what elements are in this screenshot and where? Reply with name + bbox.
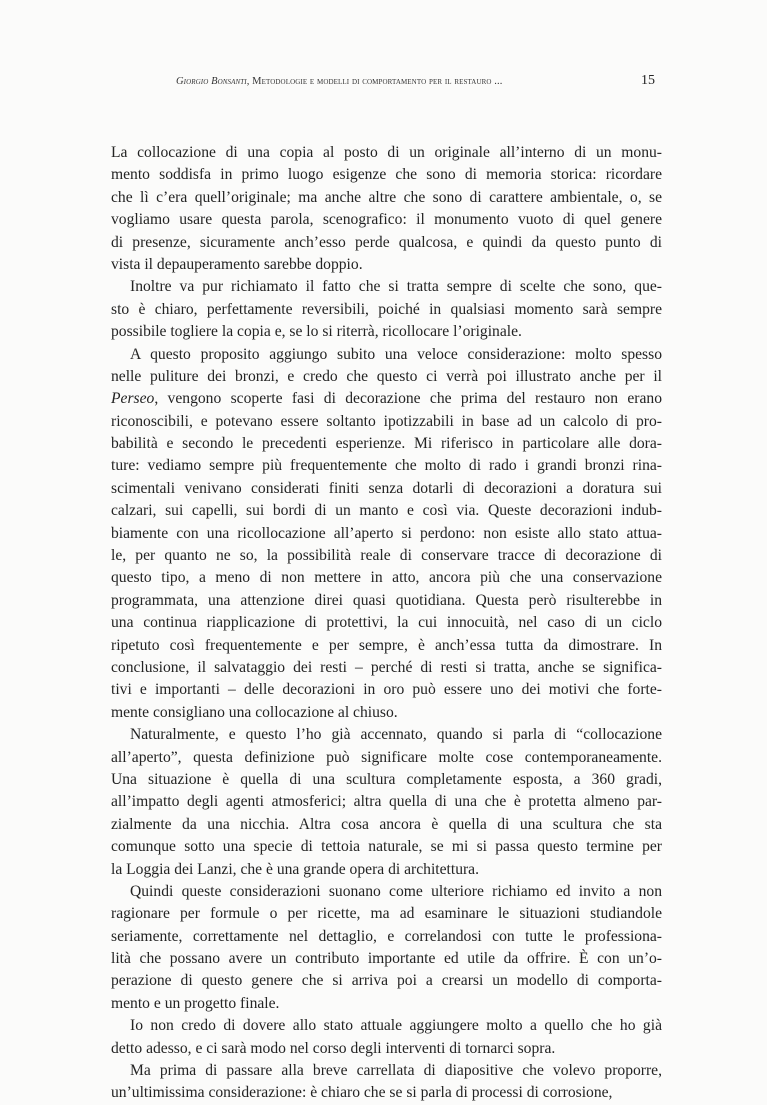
text-line: ragionare per formule o per ricette, ma ad esaminare le situazioni studiandole bbox=[111, 905, 662, 923]
text-line: biamente con una ricollocazione all’aperto si perdono: non esiste allo stato attua- bbox=[111, 524, 662, 542]
text-line: mento soddisfa in primo luogo esigenze che sono di memoria storica: ricordare bbox=[111, 166, 662, 184]
header-author: Giorgio Bonsanti, bbox=[176, 76, 250, 87]
text-line: Naturalmente, e questo l’ho già accennato, quando si parla di “collocazione bbox=[130, 726, 662, 744]
paragraph bbox=[111, 724, 662, 881]
paragraph bbox=[111, 142, 662, 276]
text-line: di presenze, sicuramente anch’esso perde qualcosa, e quindi da questo punto di bbox=[111, 233, 662, 251]
text-line: Io non credo di dovere allo stato attuale aggiungere molto a quello che ho già bbox=[130, 1017, 662, 1035]
body-text bbox=[111, 142, 662, 1105]
text-line: ture: vediamo sempre più frequentemente che molto di rado i grandi bronzi rina- bbox=[111, 457, 662, 475]
text-line: Perseo, vengono scoperte fasi di decorazione che prima del restauro non erano bbox=[111, 390, 662, 408]
text-line: seriamente, correttamente nel dettaglio, e correlandosi con tutte le professiona- bbox=[111, 927, 662, 945]
text-line: le, per quanto ne so, la possibilità reale di conservare tracce di decorazione di bbox=[111, 547, 662, 565]
text-line: vogliamo usare questa parola, scenografico: il monumento vuoto di quel genere bbox=[111, 211, 662, 229]
text-line: Inoltre va pur richiamato il fatto che si tratta sempre di scelte che sono, que- bbox=[130, 278, 662, 296]
text-line: conclusione, il salvataggio dei resti – perché di resti si tratta, anche se significa- bbox=[111, 658, 662, 676]
text-line: questo tipo, a meno di non mettere in atto, ancora più che una conservazione bbox=[111, 569, 662, 587]
text-line: babilità e secondo le precedenti esperienze. Mi riferisco in particolare alle dora- bbox=[111, 435, 662, 453]
text-line: La collocazione di una copia al posto di un originale all’interno di un monu- bbox=[111, 144, 662, 161]
text-line: detto adesso, e ci sarà modo nel corso degli interventi di tornarci sopra. bbox=[111, 1039, 556, 1057]
paragraph bbox=[111, 881, 662, 1015]
text-line: vista il depauperamento sarebbe doppio. bbox=[111, 255, 363, 273]
text-line: ripetuto così frequentemente e per sempre, è anch’essa tutta da dimostrare. In bbox=[111, 636, 662, 654]
text-line: Una situazione è quella di una scultura completamente esposta, a 360 gradi, bbox=[111, 770, 662, 788]
text-line: una continua riapplicazione di protettivi, la cui innocuità, nel caso di un ciclo bbox=[111, 614, 662, 632]
text-line: lità che possano avere un contributo importante ed utile da offrire. È con un’o- bbox=[111, 950, 662, 968]
text-line: programmata, una attenzione direi quasi quotidiana. Questa però risulterebbe in bbox=[111, 591, 662, 609]
paragraph bbox=[111, 1060, 662, 1105]
paragraph bbox=[111, 344, 662, 725]
text-line: all’aperto”, questa definizione può significare molte cose contemporaneamente. bbox=[111, 748, 662, 766]
text-line: Ma prima di passare alla breve carrellata di diapositive che volevo proporre, bbox=[130, 1062, 662, 1080]
text-line: la Loggia dei Lanzi, che è una grande opera di architettura. bbox=[111, 860, 480, 878]
text-line: nelle puliture dei bronzi, e credo che questo ci verrà poi illustrato anche per il bbox=[111, 367, 662, 385]
text-line: che lì c’era quell’originale; ma anche altre che sono di carattere ambientale, o, se bbox=[111, 188, 662, 206]
work-title: Perseo bbox=[111, 390, 155, 408]
text-line: tivi e importanti – delle decorazioni in oro può essere uno dei motivi che forte- bbox=[111, 681, 662, 699]
text-line: riconoscibili, e potevano essere soltanto ipotizzabili in base ad un calcolo di pro- bbox=[111, 412, 662, 430]
text-line: Quindi queste considerazioni suonano come ulteriore richiamo ed invito a non bbox=[130, 882, 662, 900]
text-line: possibile togliere la copia e, se lo si riterrà, ricollocare l’originale. bbox=[111, 323, 522, 341]
text-line: un’ultimissima considerazione: è chiaro che se si parla di processi di corrosione, bbox=[111, 1084, 613, 1102]
text-line: perazione di questo genere che si arriva poi a crearsi un modello di comporta- bbox=[111, 972, 662, 990]
paragraph bbox=[111, 276, 662, 343]
text-line: scimentali venivano considerati finiti senza dotarli di decorazioni a doratura sui bbox=[111, 479, 662, 497]
paragraph bbox=[111, 1015, 662, 1060]
text-line: mento e un progetto finale. bbox=[111, 994, 280, 1012]
page-number: 15 bbox=[641, 73, 655, 88]
running-header bbox=[176, 76, 624, 87]
text-line: all’impatto degli agenti atmosferici; altra quella di una che è protetta almeno par- bbox=[111, 793, 662, 811]
header-title: Metodologie e modelli di comportamento per il restauro ... bbox=[249, 76, 503, 87]
text-line: calzari, sui capelli, sui bordi di un manto e così via. Queste decorazioni indub- bbox=[111, 502, 662, 520]
text-line: sto è chiaro, perfettamente reversibili, poiché in qualsiasi momento sarà sempre bbox=[111, 300, 662, 318]
text-line: mente consigliano una collocazione al chiuso. bbox=[111, 703, 398, 721]
text-line: zialmente da una nicchia. Altra cosa ancora è quella di una scultura che sta bbox=[111, 815, 662, 833]
text-line: A questo proposito aggiungo subito una veloce considerazione: molto spesso bbox=[130, 345, 662, 363]
text-line: comunque sotto una specie di tettoia naturale, se mi si passa questo termine per bbox=[111, 838, 662, 856]
